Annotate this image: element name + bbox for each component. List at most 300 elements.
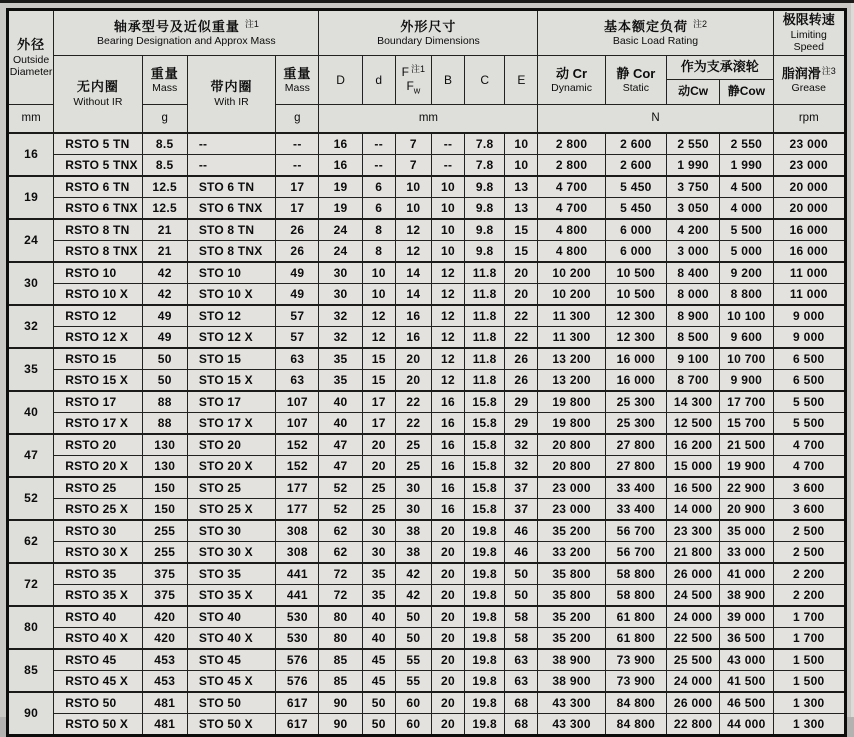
load-dynamic-cw-cell: 15 000 [667, 455, 720, 477]
mass-with-ir-cell: 17 [276, 197, 319, 219]
table-row [8, 197, 846, 219]
limiting-speed-grease-cell: 16 000 [773, 240, 845, 262]
load-dynamic-cr-cell: 4 800 [538, 240, 605, 262]
with-ir-zh: 带内圈 [210, 79, 253, 95]
load-static-cor-cell: 58 800 [605, 563, 666, 585]
load-static-cow-cell: 36 500 [720, 627, 773, 649]
dim-F-cell: 25 [395, 455, 431, 477]
limiting-speed-grease-cell: 23 000 [773, 154, 845, 176]
dim-E-cell: 58 [505, 606, 538, 628]
load-dynamic-cr-cell: 4 700 [538, 176, 605, 198]
dim-D-cell: 30 [319, 262, 362, 284]
designation-with-ir-cell: STO 20 X [187, 455, 275, 477]
load-static-cor-cell: 56 700 [605, 520, 666, 542]
dim-B-cell: 16 [431, 391, 464, 413]
unit-mass-g: g [142, 105, 187, 133]
load-dynamic-cr-cell: 43 300 [538, 692, 605, 714]
table-row [8, 391, 846, 413]
mass-without-ir-cell: 130 [142, 455, 187, 477]
designation-without-ir-cell: RSTO 40 X [54, 627, 142, 649]
load-static-cow-cell: 44 000 [720, 713, 773, 735]
limiting-speed-grease-cell: 3 600 [773, 477, 845, 499]
dim-D-cell: 52 [319, 498, 362, 520]
load-dynamic-cw-cell: 16 500 [667, 477, 720, 499]
designation-without-ir-cell: RSTO 17 X [54, 412, 142, 434]
table-row [8, 627, 846, 649]
mass-with-ir-cell: 308 [276, 541, 319, 563]
designation-with-ir-cell: STO 40 [187, 606, 275, 628]
dim-E-cell: 29 [505, 412, 538, 434]
load-dynamic-cw-cell: 3 000 [667, 240, 720, 262]
load-dynamic-cw-cell: 24 500 [667, 584, 720, 606]
dim-d-cell: 6 [362, 176, 395, 198]
dim-B-cell: 16 [431, 455, 464, 477]
load-static-cor-cell: 25 300 [605, 391, 666, 413]
dim-F-cell: 14 [395, 283, 431, 305]
dim-B-cell: -- [431, 154, 464, 176]
header-dim-F [395, 56, 431, 105]
designation-with-ir-cell: STO 17 X [187, 412, 275, 434]
dim-d-cell: -- [362, 154, 395, 176]
mass-with-ir-cell: 617 [276, 713, 319, 735]
mass-with-ir-cell: 107 [276, 391, 319, 413]
mass-without-ir-cell: 88 [142, 412, 187, 434]
designation-without-ir-cell: RSTO 50 X [54, 713, 142, 735]
table-row [8, 348, 846, 370]
load-static-cor-cell: 33 400 [605, 477, 666, 499]
dim-D-cell: 19 [319, 197, 362, 219]
load-static-cow-cell: 38 900 [720, 584, 773, 606]
load-dynamic-cr-cell: 19 800 [538, 391, 605, 413]
header-limiting-speed [773, 10, 845, 56]
dim-d-cell: 35 [362, 563, 395, 585]
note-3: 注3 [821, 65, 836, 76]
outside-diameter-cell: 85 [8, 649, 54, 692]
dim-F-cell: 10 [395, 176, 431, 198]
designation-with-ir-cell: STO 20 [187, 434, 275, 456]
mass-with-ir-cell: 63 [276, 369, 319, 391]
dim-D-cell: 16 [319, 154, 362, 176]
designation-without-ir-cell: RSTO 8 TN [54, 219, 142, 241]
load-static-cow-cell: 10 100 [720, 305, 773, 327]
dim-E-cell: 20 [505, 283, 538, 305]
load-dynamic-cw-cell: 23 300 [667, 520, 720, 542]
load-static-cow-cell: 5 000 [720, 240, 773, 262]
dim-B-cell: 16 [431, 477, 464, 499]
load-dynamic-cr-cell: 38 900 [538, 649, 605, 671]
dim-B-cell: 20 [431, 520, 464, 542]
dim-F-cell: 60 [395, 692, 431, 714]
mass-with-ir-cell: 530 [276, 627, 319, 649]
scan-edge-artifact [0, 0, 854, 3]
dim-C-cell: 19.8 [465, 713, 505, 735]
dim-E-cell: 46 [505, 541, 538, 563]
outside-diameter-cell: 32 [8, 305, 54, 348]
limiting-speed-grease-cell: 9 000 [773, 305, 845, 327]
limiting-speed-grease-cell: 1 300 [773, 713, 845, 735]
header-support-roller [667, 56, 774, 80]
dim-D-cell: 24 [319, 219, 362, 241]
dim-E-cell: 63 [505, 670, 538, 692]
unit-speed-rpm: rpm [773, 105, 845, 133]
dim-E-cell: 32 [505, 455, 538, 477]
mass-without-ir-cell: 50 [142, 348, 187, 370]
dim-d-cell: 30 [362, 541, 395, 563]
designation-without-ir-cell: RSTO 45 X [54, 670, 142, 692]
dim-E-cell: 15 [505, 240, 538, 262]
designation-without-ir-cell: RSTO 35 X [54, 584, 142, 606]
support-roller-zh: 作为支承滚轮 [680, 59, 759, 75]
dim-C-cell: 9.8 [465, 197, 505, 219]
outside-diameter-cell: 62 [8, 520, 54, 563]
mass-with-ir-cell: 177 [276, 498, 319, 520]
dim-d-cell: 8 [362, 219, 395, 241]
load-static-cor-cell: 12 300 [605, 326, 666, 348]
limiting-speed-grease-cell: 4 700 [773, 434, 845, 456]
header-dim-d: d [362, 56, 395, 105]
mass-with-ir-cell: 26 [276, 219, 319, 241]
table-header [8, 10, 846, 133]
dim-d-cell: 6 [362, 197, 395, 219]
dim-F-cell: 22 [395, 391, 431, 413]
dim-F-cell: 20 [395, 348, 431, 370]
static-cor-zh: 静 Cor [616, 65, 656, 81]
designation-without-ir-cell: RSTO 5 TN [54, 133, 142, 155]
dim-F-cell: 55 [395, 670, 431, 692]
mass-without-ir-cell: 42 [142, 262, 187, 284]
dim-E-cell: 13 [505, 197, 538, 219]
dim-E-cell: 13 [505, 176, 538, 198]
designation-without-ir-cell: RSTO 20 [54, 434, 142, 456]
mass-zh-2: 重量 [283, 65, 312, 81]
limiting-speed-grease-cell: 6 500 [773, 369, 845, 391]
load-static-cow-cell: 5 500 [720, 219, 773, 241]
dim-F-cell: 10 [395, 197, 431, 219]
dim-B-cell: 20 [431, 563, 464, 585]
load-static-cor-cell: 61 800 [605, 606, 666, 628]
dim-d-cell: 50 [362, 713, 395, 735]
outside-diameter-cell: 90 [8, 692, 54, 736]
dim-D-cell: 40 [319, 412, 362, 434]
mass-without-ir-cell: 130 [142, 434, 187, 456]
table-row [8, 455, 846, 477]
header-bearing-designation [54, 10, 319, 56]
limiting-speed-grease-cell: 16 000 [773, 219, 845, 241]
dim-D-cell: 72 [319, 563, 362, 585]
load-dynamic-cw-cell: 14 000 [667, 498, 720, 520]
designation-with-ir-cell: STO 8 TNX [187, 240, 275, 262]
load-static-cow-cell: 22 900 [720, 477, 773, 499]
dim-B-cell: 12 [431, 348, 464, 370]
mass-without-ir-cell: 375 [142, 563, 187, 585]
dim-E-cell: 20 [505, 262, 538, 284]
load-dynamic-cw-cell: 3 750 [667, 176, 720, 198]
load-static-cow-cell: 8 800 [720, 283, 773, 305]
mass-without-ir-cell: 49 [142, 326, 187, 348]
dim-F-cell: 50 [395, 627, 431, 649]
load-dynamic-cw-cell: 8 000 [667, 283, 720, 305]
header-grease [773, 56, 845, 105]
load-static-cor-cell: 58 800 [605, 584, 666, 606]
table-row [8, 584, 846, 606]
table-row [8, 692, 846, 714]
dim-B-cell: 20 [431, 627, 464, 649]
dim-E-cell: 58 [505, 627, 538, 649]
load-static-cor-cell: 5 450 [605, 197, 666, 219]
dim-d-cell: 8 [362, 240, 395, 262]
dim-d-cell: 17 [362, 412, 395, 434]
load-dynamic-cr-cell: 2 800 [538, 133, 605, 155]
designation-with-ir-cell: -- [187, 154, 275, 176]
header-dim-C: C [465, 56, 505, 105]
table-row [8, 434, 846, 456]
load-dynamic-cr-cell: 11 300 [538, 305, 605, 327]
load-static-cor-cell: 6 000 [605, 219, 666, 241]
dim-E-cell: 50 [505, 563, 538, 585]
designation-with-ir-cell: STO 6 TNX [187, 197, 275, 219]
outside-diameter-cell: 40 [8, 391, 54, 434]
outside-diameter-cell: 72 [8, 563, 54, 606]
dim-E-cell: 50 [505, 584, 538, 606]
dim-C-cell: 15.8 [465, 434, 505, 456]
designation-without-ir-cell: RSTO 15 X [54, 369, 142, 391]
dim-F-cell: 22 [395, 412, 431, 434]
mass-with-ir-cell: 177 [276, 477, 319, 499]
dim-B-cell: 20 [431, 670, 464, 692]
dim-C-cell: 9.8 [465, 240, 505, 262]
dim-D-cell: 80 [319, 606, 362, 628]
mass-with-ir-cell: 152 [276, 434, 319, 456]
designation-without-ir-cell: RSTO 6 TN [54, 176, 142, 198]
limiting-speed-grease-cell: 1 500 [773, 670, 845, 692]
mass-en: Mass [152, 82, 178, 95]
mass-without-ir-cell: 150 [142, 498, 187, 520]
load-static-cor-cell: 61 800 [605, 627, 666, 649]
dim-Fw-label: $F_w$ [406, 78, 421, 96]
table-row [8, 262, 846, 284]
load-static-cow-cell: 9 600 [720, 326, 773, 348]
dim-F-cell: 60 [395, 713, 431, 735]
load-static-cor-cell: 10 500 [605, 262, 666, 284]
outside-diameter-cell: 16 [8, 133, 54, 176]
load-dynamic-cw-cell: 24 000 [667, 670, 720, 692]
load-dynamic-cr-cell: 35 200 [538, 606, 605, 628]
table-body [8, 133, 846, 736]
outside-diameter-cell: 47 [8, 434, 54, 477]
limiting-speed-en1: Limiting [790, 29, 827, 42]
load-static-cow-cell: 17 700 [720, 391, 773, 413]
load-dynamic-cr-cell: 13 200 [538, 369, 605, 391]
load-dynamic-cr-cell: 33 200 [538, 541, 605, 563]
load-dynamic-cr-cell: 13 200 [538, 348, 605, 370]
dim-d-cell: 20 [362, 434, 395, 456]
limiting-speed-grease-cell: 1 700 [773, 627, 845, 649]
bearing-table [6, 8, 847, 737]
load-dynamic-cr-cell: 4 800 [538, 219, 605, 241]
mass-without-ir-cell: 150 [142, 477, 187, 499]
dim-C-cell: 9.8 [465, 176, 505, 198]
header-mass-with [276, 56, 319, 105]
dim-E-cell: 10 [505, 154, 538, 176]
dim-B-cell: 10 [431, 240, 464, 262]
dim-C-cell: 19.8 [465, 584, 505, 606]
designation-without-ir-cell: RSTO 40 [54, 606, 142, 628]
load-dynamic-cr-cell: 20 800 [538, 455, 605, 477]
dim-d-cell: 15 [362, 369, 395, 391]
dim-D-cell: 80 [319, 627, 362, 649]
outside-diameter-cell: 30 [8, 262, 54, 305]
load-dynamic-cw-cell: 3 050 [667, 197, 720, 219]
load-dynamic-cw-cell: 4 200 [667, 219, 720, 241]
dim-F-cell: 12 [395, 219, 431, 241]
dim-D-cell: 72 [319, 584, 362, 606]
dim-d-cell: 25 [362, 477, 395, 499]
limiting-speed-grease-cell: 20 000 [773, 197, 845, 219]
dim-D-cell: 35 [319, 369, 362, 391]
designation-without-ir-cell: RSTO 30 [54, 520, 142, 542]
load-static-cow-cell: 46 500 [720, 692, 773, 714]
load-dynamic-cr-cell: 11 300 [538, 326, 605, 348]
dim-D-cell: 35 [319, 348, 362, 370]
mass-without-ir-cell: 453 [142, 649, 187, 671]
load-dynamic-cw-cell: 8 700 [667, 369, 720, 391]
outside-diameter-en2: Diameter [9, 65, 53, 78]
designation-with-ir-cell: STO 25 [187, 477, 275, 499]
dim-B-cell: 20 [431, 649, 464, 671]
designation-with-ir-cell: STO 25 X [187, 498, 275, 520]
dim-D-cell: 16 [319, 133, 362, 155]
dim-E-cell: 37 [505, 498, 538, 520]
dim-d-cell: 45 [362, 670, 395, 692]
dynamic-cr-zh: 动 Cr [556, 65, 588, 81]
unit-dims-mm: mm [319, 105, 538, 133]
dim-E-cell: 22 [505, 326, 538, 348]
grease-zh: 脂润滑$^{注3}$ [781, 65, 836, 81]
dim-E-cell: 46 [505, 520, 538, 542]
table-row [8, 369, 846, 391]
dynamic-cr-en: Dynamic [551, 82, 592, 95]
designation-with-ir-cell: STO 30 [187, 520, 275, 542]
mass-with-ir-cell: 152 [276, 455, 319, 477]
dim-C-cell: 11.8 [465, 283, 505, 305]
table-row [8, 154, 846, 176]
dim-B-cell: 20 [431, 713, 464, 735]
mass-without-ir-cell: 88 [142, 391, 187, 413]
mass-with-ir-cell: 308 [276, 520, 319, 542]
designation-without-ir-cell: RSTO 30 X [54, 541, 142, 563]
dim-D-cell: 30 [319, 283, 362, 305]
limiting-speed-grease-cell: 11 000 [773, 283, 845, 305]
table-row [8, 670, 846, 692]
mass-without-ir-cell: 50 [142, 369, 187, 391]
designation-without-ir-cell: RSTO 35 [54, 563, 142, 585]
dim-C-cell: 11.8 [465, 348, 505, 370]
mass-with-ir-cell: 617 [276, 692, 319, 714]
load-static-cor-cell: 16 000 [605, 348, 666, 370]
limiting-speed-grease-cell: 23 000 [773, 133, 845, 155]
dim-C-cell: 15.8 [465, 412, 505, 434]
limiting-speed-grease-cell: 4 700 [773, 455, 845, 477]
load-dynamic-cw-cell: 14 300 [667, 391, 720, 413]
dim-B-cell: 12 [431, 369, 464, 391]
load-dynamic-cr-cell: 19 800 [538, 412, 605, 434]
mass-without-ir-cell: 481 [142, 692, 187, 714]
designation-with-ir-cell: STO 50 [187, 692, 275, 714]
limiting-speed-grease-cell: 1 300 [773, 692, 845, 714]
dim-E-cell: 32 [505, 434, 538, 456]
dimensions-zh: 外形尺寸 [400, 18, 457, 34]
dim-F-cell: 16 [395, 305, 431, 327]
load-static-cor-cell: 33 400 [605, 498, 666, 520]
load-dynamic-cr-cell: 35 800 [538, 584, 605, 606]
load-dynamic-cw-cell: 9 100 [667, 348, 720, 370]
header-static-cow: 静Cow [720, 80, 773, 105]
mass-with-ir-cell: 49 [276, 283, 319, 305]
dim-C-cell: 11.8 [465, 305, 505, 327]
load-dynamic-cw-cell: 8 500 [667, 326, 720, 348]
mass-without-ir-cell: 21 [142, 240, 187, 262]
limiting-speed-grease-cell: 1 700 [773, 606, 845, 628]
dim-C-cell: 19.8 [465, 563, 505, 585]
dim-F-cell: 55 [395, 649, 431, 671]
dim-F-cell: 14 [395, 262, 431, 284]
table-row [8, 520, 846, 542]
table-row [8, 305, 846, 327]
mass-with-ir-cell: 49 [276, 262, 319, 284]
designation-with-ir-cell: STO 12 [187, 305, 275, 327]
dim-D-cell: 32 [319, 305, 362, 327]
load-dynamic-cw-cell: 8 400 [667, 262, 720, 284]
mass-zh: 重量 [150, 65, 179, 81]
mass-with-ir-cell: 63 [276, 348, 319, 370]
dim-C-cell: 11.8 [465, 369, 505, 391]
without-ir-zh: 无内圈 [76, 79, 119, 95]
grease-en: Grease [791, 82, 826, 95]
dim-F-cell: 12 [395, 240, 431, 262]
designation-without-ir-cell: RSTO 25 X [54, 498, 142, 520]
table-row [8, 498, 846, 520]
load-static-cor-cell: 27 800 [605, 434, 666, 456]
table-row [8, 176, 846, 198]
dim-F-cell: 42 [395, 563, 431, 585]
table-row [8, 563, 846, 585]
designation-with-ir-cell: STO 6 TN [187, 176, 275, 198]
dim-F-label: F $^{注1}$ [401, 63, 426, 79]
header-dynamic-cw: 动Cw [667, 80, 720, 105]
mass-with-ir-cell: 57 [276, 326, 319, 348]
load-dynamic-cr-cell: 10 200 [538, 283, 605, 305]
load-dynamic-cr-cell: 23 000 [538, 498, 605, 520]
limiting-speed-grease-cell: 3 600 [773, 498, 845, 520]
outside-diameter-en1: Outside [13, 53, 50, 66]
limiting-speed-grease-cell: 2 500 [773, 541, 845, 563]
load-dynamic-cr-cell: 38 900 [538, 670, 605, 692]
dim-D-cell: 24 [319, 240, 362, 262]
dim-E-cell: 15 [505, 219, 538, 241]
mass-with-ir-cell: 441 [276, 584, 319, 606]
header-dim-D: D [319, 56, 362, 105]
load-dynamic-cr-cell: 35 200 [538, 520, 605, 542]
dim-D-cell: 47 [319, 434, 362, 456]
unit-mass-g-2: g [276, 105, 319, 133]
dim-C-cell: 11.8 [465, 262, 505, 284]
dim-F-cell: 7 [395, 133, 431, 155]
dim-B-cell: 10 [431, 176, 464, 198]
dim-E-cell: 22 [505, 305, 538, 327]
dim-C-cell: 15.8 [465, 455, 505, 477]
load-dynamic-cw-cell: 21 800 [667, 541, 720, 563]
designation-without-ir-cell: RSTO 20 X [54, 455, 142, 477]
